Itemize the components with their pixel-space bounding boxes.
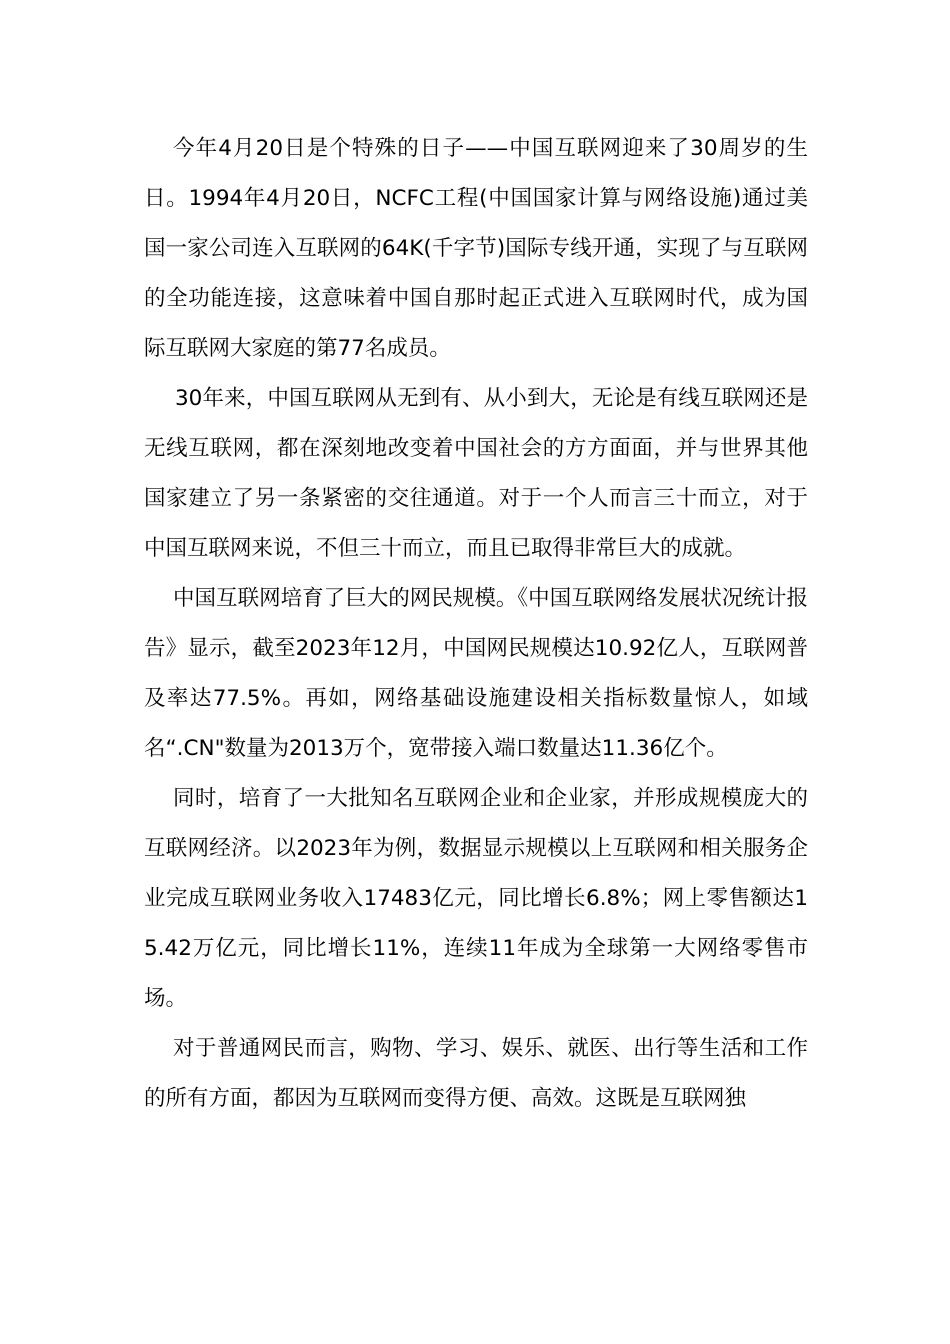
paragraph-2: 30年来，中国互联网从无到有、从小到大，无论是有线互联网还是无线互联网，都在深刻地改变着中国社会的方方面面，并与世界其他国家建立了另一条紧密的交往通道。对于一个人而言三十而立，对于中国互联网来说，不但三十而立，而且已取得非常巨大的成就。	[144, 386, 808, 561]
paragraph-3: 中国互联网培育了巨大的网民规模。《中国互联网络发展状况统计报告》显示，截至2023年12月，中国网民规模达10.92亿人，互联网普及率达77.5%。再如，网络基础设施建设相关指标数量惊人，如域名“.CN"数量为2013万个，宽带接入端口数量达11.36亿个。	[144, 586, 808, 761]
paragraph-5: 对于普通网民而言，购物、学习、娱乐、就医、出行等生活和工作的所有方面，都因为互联网而变得方便、高效。这既是互联网独	[144, 1036, 808, 1111]
document-body	[144, 124, 808, 1124]
paragraph-1: 今年4月20日是个特殊的日子——中国互联网迎来了30周岁的生日。1994年4月20日，NCFC工程(中国国家计算与网络设施)通过美国一家公司连入互联网的64K(千字节)国际专线开通，实现了与互联网的全功能连接，这意味着中国自那时起正式进入互联网时代，成为国际互联网大家庭的第77名成员。	[144, 136, 808, 361]
paragraph-4: 同时，培育了一大批知名互联网企业和企业家，并形成规模庞大的互联网经济。以2023年为例，数据显示规模以上互联网和相关服务企业完成互联网业务收入17483亿元，同比增长6.8%；网上零售额达15.42万亿元，同比增长11%，连续11年成为全球第一大网络零售市场。	[144, 786, 808, 1011]
